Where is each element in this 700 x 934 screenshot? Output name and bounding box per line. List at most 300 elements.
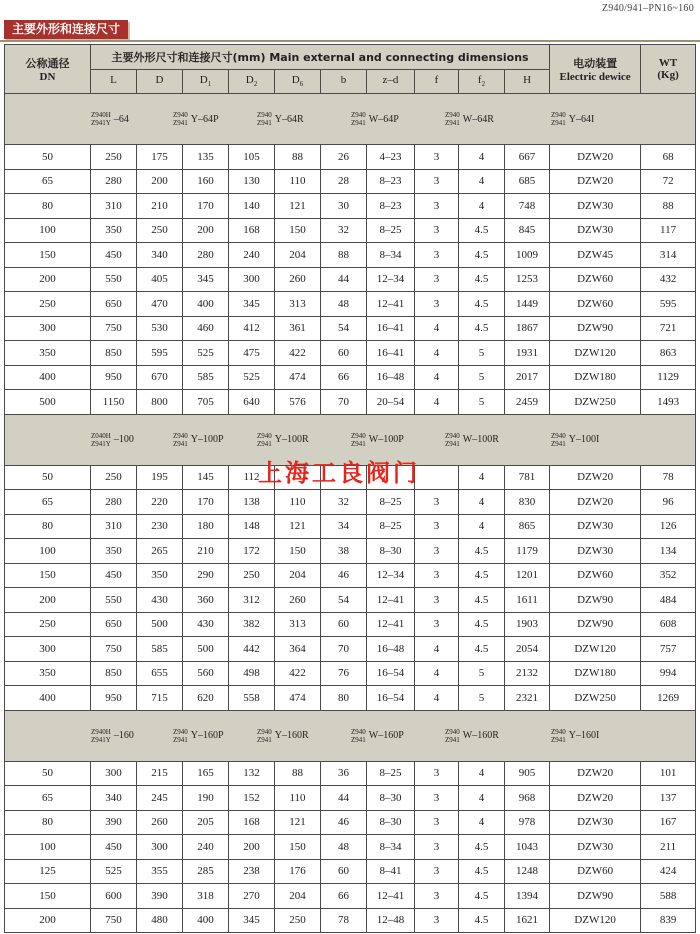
table-cell: 3 [415, 539, 459, 564]
table-cell: 32 [321, 490, 367, 515]
table-cell: 110 [275, 490, 321, 515]
table-row [5, 365, 696, 390]
table-row [5, 661, 696, 686]
table-cell: DZW60 [550, 292, 641, 317]
table-cell: 4.5 [459, 316, 505, 341]
table-cell: 500 [183, 637, 229, 662]
table-cell: DZW60 [550, 563, 641, 588]
table-cell: 1253 [505, 267, 550, 292]
table-cell: 432 [641, 267, 696, 292]
table-cell: 608 [641, 612, 696, 637]
table-cell: 200 [5, 588, 91, 613]
table-cell: DZW30 [550, 194, 641, 219]
table-cell: 850 [91, 341, 137, 366]
table-cell: 715 [137, 686, 183, 711]
model-label [173, 111, 219, 127]
table-cell: 470 [137, 292, 183, 317]
table-row [5, 835, 696, 860]
table-cell: 2132 [505, 661, 550, 686]
table-row [5, 316, 696, 341]
model-label [551, 728, 599, 744]
table-cell: 150 [5, 884, 91, 909]
table-cell: 60 [321, 341, 367, 366]
table-cell: 4.5 [459, 218, 505, 243]
table-cell: 8–25 [367, 514, 415, 539]
table-cell: 204 [275, 884, 321, 909]
table-cell: 72 [641, 169, 696, 194]
table-cell: 30 [321, 194, 367, 219]
table-cell: 152 [229, 786, 275, 811]
table-cell: 280 [91, 169, 137, 194]
table-cell: 5 [459, 390, 505, 415]
model-suffix: Y–100I [568, 434, 600, 445]
table-cell: 12–41 [367, 884, 415, 909]
table-cell: 550 [91, 267, 137, 292]
table-row [5, 267, 696, 292]
model-code-bottom: Z941 [551, 439, 566, 448]
model-suffix: –64 [113, 113, 129, 125]
table-cell: 450 [91, 563, 137, 588]
dn-header: 公称通径 DN [5, 45, 91, 94]
table-row [5, 563, 696, 588]
table-cell: 3 [415, 908, 459, 933]
table-cell: 16–41 [367, 341, 415, 366]
table-cell: 4.5 [459, 588, 505, 613]
table-cell: 150 [275, 539, 321, 564]
table-cell: 422 [275, 661, 321, 686]
col-header-zd: z–d [367, 70, 415, 94]
table-cell: 3 [415, 884, 459, 909]
table-cell: 345 [229, 908, 275, 933]
table-cell: 200 [229, 835, 275, 860]
table-cell: 4 [459, 465, 505, 490]
table-cell: 4.5 [459, 908, 505, 933]
table-cell: 312 [229, 588, 275, 613]
model-code-top: Z940 [351, 727, 366, 736]
table-cell: 475 [229, 341, 275, 366]
table-cell: 3 [415, 292, 459, 317]
table-cell: 839 [641, 908, 696, 933]
table-cell: 484 [641, 588, 696, 613]
table-cell: DZW20 [550, 786, 641, 811]
table-cell: 748 [505, 194, 550, 219]
table-cell: 500 [137, 612, 183, 637]
model-code-top: Z040H [91, 431, 111, 440]
model-code-bottom: Z941 [551, 735, 566, 744]
table-cell: 66 [321, 884, 367, 909]
table-cell: 588 [641, 884, 696, 909]
model-code-bottom: Z941Y [91, 439, 111, 448]
table-cell: 12–34 [367, 563, 415, 588]
table-row [5, 761, 696, 786]
table-cell: 845 [505, 218, 550, 243]
table-cell: 595 [137, 341, 183, 366]
table-row [5, 908, 696, 933]
model-label [91, 728, 134, 744]
table-cell: 110 [275, 169, 321, 194]
table-cell: 757 [641, 637, 696, 662]
model-code-bottom: Z941Y [91, 735, 111, 744]
table-cell: 1009 [505, 243, 550, 268]
table-cell: 165 [183, 761, 229, 786]
table-cell: 8–34 [367, 835, 415, 860]
table-cell: 28 [321, 169, 367, 194]
table-cell: 576 [275, 390, 321, 415]
table-cell: 88 [275, 145, 321, 170]
table-cell: 300 [5, 637, 91, 662]
table-cell: 100 [5, 218, 91, 243]
table-cell: DZW20 [550, 465, 641, 490]
table-cell: DZW250 [550, 686, 641, 711]
model-code-bottom: Z941Y [91, 119, 111, 127]
table-cell: 400 [5, 365, 91, 390]
table-cell: 950 [91, 365, 137, 390]
table-cell: 34 [321, 514, 367, 539]
table-cell: 340 [91, 786, 137, 811]
table-cell: 300 [137, 835, 183, 860]
table-cell: 16–48 [367, 365, 415, 390]
table-cell: 3 [415, 588, 459, 613]
table-cell: 865 [505, 514, 550, 539]
table-cell: 4 [415, 341, 459, 366]
table-cell: DZW250 [550, 390, 641, 415]
table-cell: 4 [459, 761, 505, 786]
model-code-top: Z940 [445, 431, 460, 440]
table-cell: 80 [5, 194, 91, 219]
table-cell: 44 [321, 786, 367, 811]
table-cell: 3 [415, 243, 459, 268]
table-cell: 525 [183, 341, 229, 366]
table-cell: 168 [229, 218, 275, 243]
table-cell: 4 [459, 169, 505, 194]
table-cell: 60 [321, 612, 367, 637]
table-cell: 150 [5, 243, 91, 268]
table-cell: DZW20 [550, 169, 641, 194]
table-cell: 1043 [505, 835, 550, 860]
table-cell: 172 [229, 539, 275, 564]
table-cell: 655 [137, 661, 183, 686]
table-cell: 8–30 [367, 810, 415, 835]
table-cell: 4.5 [459, 859, 505, 884]
table-cell: 4 [459, 514, 505, 539]
table-cell: 530 [137, 316, 183, 341]
table-cell: DZW90 [550, 316, 641, 341]
model-label [257, 432, 309, 448]
table-cell: 88 [321, 243, 367, 268]
table-cell: 4 [415, 686, 459, 711]
table-cell: 1493 [641, 390, 696, 415]
table-cell: 3 [415, 786, 459, 811]
table-cell: 905 [505, 761, 550, 786]
table-cell [321, 465, 367, 490]
table-cell: 412 [229, 316, 275, 341]
table-row [5, 637, 696, 662]
model-suffix: Y–160I [568, 730, 600, 741]
table-cell: 3 [415, 169, 459, 194]
table-cell: 3 [415, 218, 459, 243]
table-cell: 200 [5, 267, 91, 292]
table-row [5, 588, 696, 613]
table-cell: 405 [137, 267, 183, 292]
table-row [5, 465, 696, 490]
table-cell: DZW45 [550, 243, 641, 268]
table-cell: 137 [641, 786, 696, 811]
model-label [257, 111, 304, 127]
table-cell: 313 [275, 292, 321, 317]
model-label [351, 111, 399, 127]
table-cell: 480 [137, 908, 183, 933]
table-cell: 8–30 [367, 786, 415, 811]
table-cell: 16–54 [367, 686, 415, 711]
table-cell: 3 [415, 761, 459, 786]
table-cell: 350 [5, 341, 91, 366]
table-cell: 650 [91, 292, 137, 317]
table-cell: 1903 [505, 612, 550, 637]
table-cell: 44 [321, 267, 367, 292]
header-row-top [5, 45, 696, 70]
table-cell: 750 [91, 908, 137, 933]
model-code-top: Z940H [91, 727, 111, 736]
table-cell: 260 [137, 810, 183, 835]
table-cell: 4 [415, 637, 459, 662]
table-cell: 1269 [641, 686, 696, 711]
table-cell: 126 [641, 514, 696, 539]
model-code-top: Z940 [551, 111, 566, 119]
table-cell: 640 [229, 390, 275, 415]
table-cell: 3 [415, 267, 459, 292]
table-cell: 450 [91, 243, 137, 268]
table-cell: 2054 [505, 637, 550, 662]
table-cell: 70 [321, 637, 367, 662]
table-cell: 4.5 [459, 243, 505, 268]
table-cell: 705 [183, 390, 229, 415]
table-cell: 1394 [505, 884, 550, 909]
table-cell: 667 [505, 145, 550, 170]
table-cell: 430 [137, 588, 183, 613]
table-cell: 190 [183, 786, 229, 811]
model-label [351, 728, 404, 744]
page-reference: Z940/941–PN16~160 [601, 3, 694, 14]
table-cell: 8–25 [367, 761, 415, 786]
col-header-h: H [505, 70, 550, 94]
table-cell: 300 [5, 316, 91, 341]
table-cell: 280 [183, 243, 229, 268]
table-cell: 2017 [505, 365, 550, 390]
table-cell: 4.5 [459, 267, 505, 292]
table-cell: 750 [91, 316, 137, 341]
table-cell: 50 [5, 145, 91, 170]
model-code-bottom: Z941 [551, 119, 566, 127]
table-cell: 110 [275, 786, 321, 811]
table-cell: 313 [275, 612, 321, 637]
table-cell: DZW30 [550, 810, 641, 835]
table-cell: 210 [137, 194, 183, 219]
model-suffix: W–160P [368, 730, 404, 741]
table-row [5, 810, 696, 835]
model-code-top: Z940 [173, 111, 188, 119]
table-cell [367, 465, 415, 490]
table-cell [415, 465, 459, 490]
table-cell: 270 [229, 884, 275, 909]
table-cell: 48 [321, 835, 367, 860]
table-cell: 3 [415, 490, 459, 515]
table-cell: 260 [275, 267, 321, 292]
table-cell: 200 [5, 908, 91, 933]
table-cell: 314 [641, 243, 696, 268]
model-group-row [5, 414, 696, 465]
table-cell: 105 [229, 145, 275, 170]
table-cell: 180 [183, 514, 229, 539]
table-row [5, 686, 696, 711]
col-header-d6: $D_6$ [275, 70, 321, 94]
model-suffix: Y–160P [190, 730, 224, 741]
table-cell: 112 [229, 465, 275, 490]
table-cell: 200 [137, 169, 183, 194]
model-label [445, 432, 499, 448]
model-code-bottom: Z941 [257, 735, 272, 744]
table-cell: 360 [183, 588, 229, 613]
model-code-bottom: Z941 [445, 735, 460, 744]
table-cell: 121 [275, 194, 321, 219]
table-cell: 4.5 [459, 539, 505, 564]
table-cell: 70 [321, 390, 367, 415]
model-label [173, 728, 224, 744]
table-cell: 430 [183, 612, 229, 637]
table-cell: 442 [229, 637, 275, 662]
table-cell: DZW180 [550, 365, 641, 390]
table-cell: 3 [415, 563, 459, 588]
table-cell: DZW120 [550, 637, 641, 662]
model-code-top: Z940 [173, 431, 188, 440]
table-row [5, 612, 696, 637]
table-row [5, 884, 696, 909]
table-cell: 78 [321, 908, 367, 933]
table-cell: DZW90 [550, 588, 641, 613]
model-code-top: Z940H [91, 111, 111, 119]
table-cell: 8–23 [367, 169, 415, 194]
table-cell: 1201 [505, 563, 550, 588]
table-cell: 285 [183, 859, 229, 884]
table-cell: DZW60 [550, 859, 641, 884]
table-cell: DZW20 [550, 761, 641, 786]
table-cell: 145 [183, 465, 229, 490]
table-cell: 175 [137, 145, 183, 170]
table-cell: 240 [229, 243, 275, 268]
table-cell: 8–23 [367, 194, 415, 219]
model-suffix: –160 [113, 730, 134, 741]
table-cell: 170 [183, 194, 229, 219]
table-cell: 978 [505, 810, 550, 835]
model-code-top: Z940 [551, 727, 566, 736]
table-cell: 12–48 [367, 908, 415, 933]
table-cell: 134 [641, 539, 696, 564]
table-cell: 3 [415, 612, 459, 637]
table-cell: 12–34 [367, 267, 415, 292]
table-cell: 460 [183, 316, 229, 341]
table-cell: DZW60 [550, 267, 641, 292]
model-code-bottom: Z941 [351, 735, 366, 744]
table-cell: 170 [183, 490, 229, 515]
model-label [551, 432, 599, 448]
table-cell: 215 [137, 761, 183, 786]
table-cell: 400 [183, 292, 229, 317]
table-cell: DZW30 [550, 835, 641, 860]
table-cell: 2459 [505, 390, 550, 415]
table-row [5, 786, 696, 811]
table-cell: 310 [91, 194, 137, 219]
model-code-top: Z940 [257, 727, 272, 736]
table-row [5, 145, 696, 170]
table-cell: 205 [183, 810, 229, 835]
table-cell: 176 [275, 859, 321, 884]
model-code-top: Z940 [445, 111, 460, 119]
table-cell: 36 [321, 761, 367, 786]
table-cell: 1150 [91, 390, 137, 415]
title-rule [0, 40, 700, 42]
model-code-top: Z940 [351, 431, 366, 440]
table-cell: 781 [505, 465, 550, 490]
col-header-d: D [137, 70, 183, 94]
table-cell: 390 [91, 810, 137, 835]
model-suffix: W–100R [462, 434, 499, 445]
table-cell: 16–48 [367, 637, 415, 662]
col-header-d1: $D_1$ [183, 70, 229, 94]
table-cell: 26 [321, 145, 367, 170]
table-cell: 4 [415, 661, 459, 686]
table-cell: 148 [229, 514, 275, 539]
table-cell: 121 [275, 514, 321, 539]
table-cell: 76 [321, 661, 367, 686]
model-code-bottom: Z941 [173, 119, 188, 127]
table-cell: 474 [275, 365, 321, 390]
model-label [91, 111, 129, 127]
table-cell: 240 [183, 835, 229, 860]
table-cell: 525 [229, 365, 275, 390]
table-row [5, 169, 696, 194]
model-suffix: Y–64P [190, 113, 219, 125]
table-cell: 382 [229, 612, 275, 637]
col-header-b: b [321, 70, 367, 94]
table-cell: 245 [137, 786, 183, 811]
table-cell: 4 [459, 194, 505, 219]
table-cell: 968 [505, 786, 550, 811]
table-cell: 100 [5, 835, 91, 860]
table-cell: 150 [5, 563, 91, 588]
model-code-bottom: Z941 [351, 119, 366, 127]
table-cell: DZW30 [550, 218, 641, 243]
table-cell: 390 [137, 884, 183, 909]
table-cell: DZW180 [550, 661, 641, 686]
table-cell: 685 [505, 169, 550, 194]
model-label [445, 111, 494, 127]
model-suffix: W–100P [368, 434, 404, 445]
table-cell: 361 [275, 316, 321, 341]
model-code-top: Z940 [257, 431, 272, 440]
table-cell: 250 [137, 218, 183, 243]
table-cell: 350 [91, 539, 137, 564]
table-cell: 265 [137, 539, 183, 564]
table-cell: 204 [275, 563, 321, 588]
model-label [91, 432, 134, 448]
model-code-top: Z940 [173, 727, 188, 736]
table-cell: 600 [91, 884, 137, 909]
table-cell: 32 [321, 218, 367, 243]
table-cell: 620 [183, 686, 229, 711]
table-cell: 280 [91, 490, 137, 515]
section-title: 主要外形和连接尺寸 [4, 20, 128, 39]
table-cell: 4.5 [459, 292, 505, 317]
table-cell: 54 [321, 316, 367, 341]
